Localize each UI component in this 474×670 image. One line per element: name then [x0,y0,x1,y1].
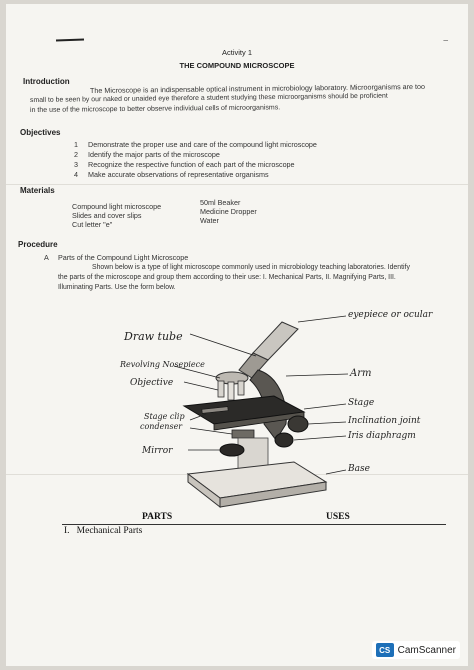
label-stage-clip: Stage clip [144,412,185,421]
camscanner-logo-icon: CS [376,643,394,657]
label-iris-diaphragm: Iris diaphragm [348,431,416,441]
label-stage: Stage [348,398,375,408]
microscope-drawing [6,4,468,666]
activity-label: Activity 1 [221,48,252,57]
nosepiece [216,372,248,400]
procedure-heading: Procedure [18,240,58,249]
corner-mark: _ [443,32,448,41]
material-item: Compound light microscope [72,202,162,211]
material-item: Slides and cover slips [72,211,142,220]
label-objective: Objective [130,378,174,388]
introduction-line: The Microscope is an indispensable optical instrument in microbiology laboratory. Microorganisms are too [89,81,426,95]
material-item: 50ml Beaker [200,198,241,207]
procedure-line: Illuminating Parts. Use the form below. [58,284,176,291]
label-condenser: condenser [140,422,183,431]
objective-text: Demonstrate the proper use and care of the compound light microscope [88,140,317,149]
camscanner-watermark [372,641,460,659]
label-inclination-joint: Inclination joint [348,416,421,426]
document-title: THE COMPOUND MICROSCOPE [179,61,295,70]
scanned-page [6,4,468,666]
table-header-uses: USES [326,512,350,522]
table-rule [62,524,446,525]
objective-number: 3 [74,160,78,169]
procedure-line: Shown below is a type of light microscope commonly used in microbiology teaching laboratories. Identify [92,264,410,271]
objectives-heading: Objectives [20,128,61,137]
introduction-heading: Introduction [23,77,70,86]
label-eyepiece: eyepiece or ocular [348,310,433,320]
label-draw-tube: Draw tube [124,330,183,343]
objective-number: 1 [74,140,78,149]
table-row-mechanical: I. Mechanical Parts [64,526,143,536]
objective-text: Identify the major parts of the microscope [88,150,220,159]
procedure-line: the parts of the microscope and group them according to their use: I. Mechanical Parts, II. Magnifying Parts, III. [58,274,396,281]
mirror [220,444,244,456]
label-base: Base [348,464,370,474]
introduction-line: small to be seen by our naked or unaided eye therefore a student studying these microorganisms should be proficient [29,92,388,104]
material-item: Water [200,216,219,225]
procedure-step-letter: A [44,253,49,262]
procedure-step-title: Parts of the Compound Light Microscope [58,253,189,262]
objective-text: Recognize the respective function of each part of the microscope [88,160,295,169]
material-item: Medicine Dropper [200,207,257,216]
camscanner-text: CamScanner [397,644,456,656]
label-mirror: Mirror [142,446,173,456]
objective-number: 2 [74,150,78,159]
label-revolving-nosepiece: Revolving Nosepiece [120,360,205,369]
table-header-parts: PARTS [142,512,173,522]
objective-text: Make accurate observations of representative organisms [88,170,269,179]
base [188,462,326,507]
inclination-joint [288,416,308,432]
label-arm: Arm [350,368,372,379]
introduction-line: in the use of the microscope to better observe individual cells of microorganisms. [29,104,281,114]
eyepiece-tube [239,322,298,378]
materials-heading: Materials [20,186,55,195]
objective-number: 4 [74,170,78,179]
material-item: Cut letter "e" [72,220,113,229]
